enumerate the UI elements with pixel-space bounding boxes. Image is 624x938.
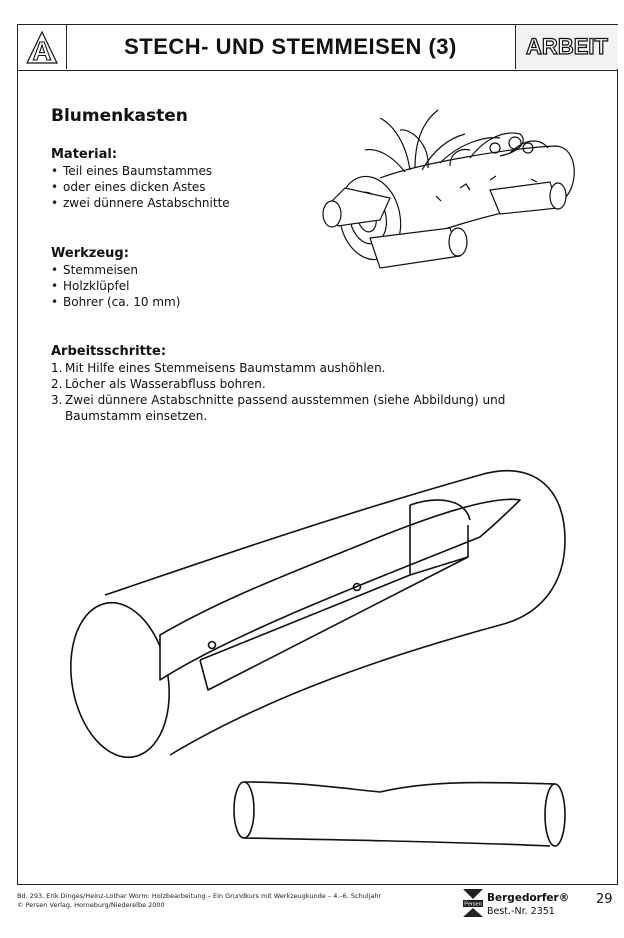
werkzeug-item: • Stemmeisen <box>51 262 180 278</box>
step-item <box>51 360 551 376</box>
material-item <box>51 179 230 195</box>
step-number: 1. <box>51 361 63 375</box>
step-number: 2. <box>51 377 63 391</box>
step-text: Mit Hilfe eines Stemmeisens Baumstamm aushöhlen. <box>65 361 386 375</box>
step-item <box>51 392 551 424</box>
werkzeug-list <box>51 262 180 310</box>
header-subject <box>515 25 618 69</box>
werkzeug-item: • Holzklüpfel <box>51 278 180 294</box>
hollowed-log-drawing <box>60 465 585 770</box>
header-subject-label: ARBEIT <box>526 34 608 59</box>
branch-piece-drawing <box>230 770 570 855</box>
step-text: Zwei dünnere Astabschnitte passend ausstemmen (siehe Abbildung) und Baumstamm einsetzen. <box>65 393 506 423</box>
step-number: 3. <box>51 393 63 407</box>
flower-box-illustration <box>310 108 585 288</box>
document-title: Blumenkasten <box>51 106 188 126</box>
publisher-name: Bergedorfer® <box>487 892 570 904</box>
subject-letter-badge <box>18 25 67 69</box>
material-list <box>51 163 230 211</box>
material-heading: Material: <box>51 147 118 162</box>
footer-line-1: Bd. 293, Erik Dinges/Heinz-Lothar Worm: Holzbearbeitung – Ein Grundkurs mit Werkzeugkunde – 4.–6. Schuljahr <box>17 892 382 900</box>
publisher-logo-icon <box>462 887 484 919</box>
material-item: • zwei dünnere Astabschnitte <box>51 195 230 211</box>
arbeitsschritte-heading: Arbeitsschritte: <box>51 344 167 359</box>
footer-citation <box>17 892 381 910</box>
footer-line-2: © Persen Verlag, Horneburg/Niederelbe 2000 <box>17 901 165 909</box>
arbeitsschritte-list <box>51 360 551 424</box>
material-item: • Teil eines Baumstammes <box>51 163 230 179</box>
step-text: Löcher als Wasserabfluss bohren. <box>65 377 266 391</box>
material-item-continued: oder eines dicken Astes <box>63 180 206 194</box>
worksheet-header <box>18 25 617 71</box>
werkzeug-heading: Werkzeug: <box>51 246 129 261</box>
order-number: Best.-Nr. 2351 <box>487 906 555 917</box>
step-item <box>51 376 551 392</box>
header-letter: A <box>32 36 52 66</box>
header-title: STECH- UND STEMMEISEN (3) <box>124 34 457 59</box>
letter-badge-icon <box>24 29 60 65</box>
werkzeug-item: • Bohrer (ca. 10 mm) <box>51 294 180 310</box>
publisher-logo-text: Persen <box>464 901 482 908</box>
page-number: 29 <box>596 892 613 907</box>
